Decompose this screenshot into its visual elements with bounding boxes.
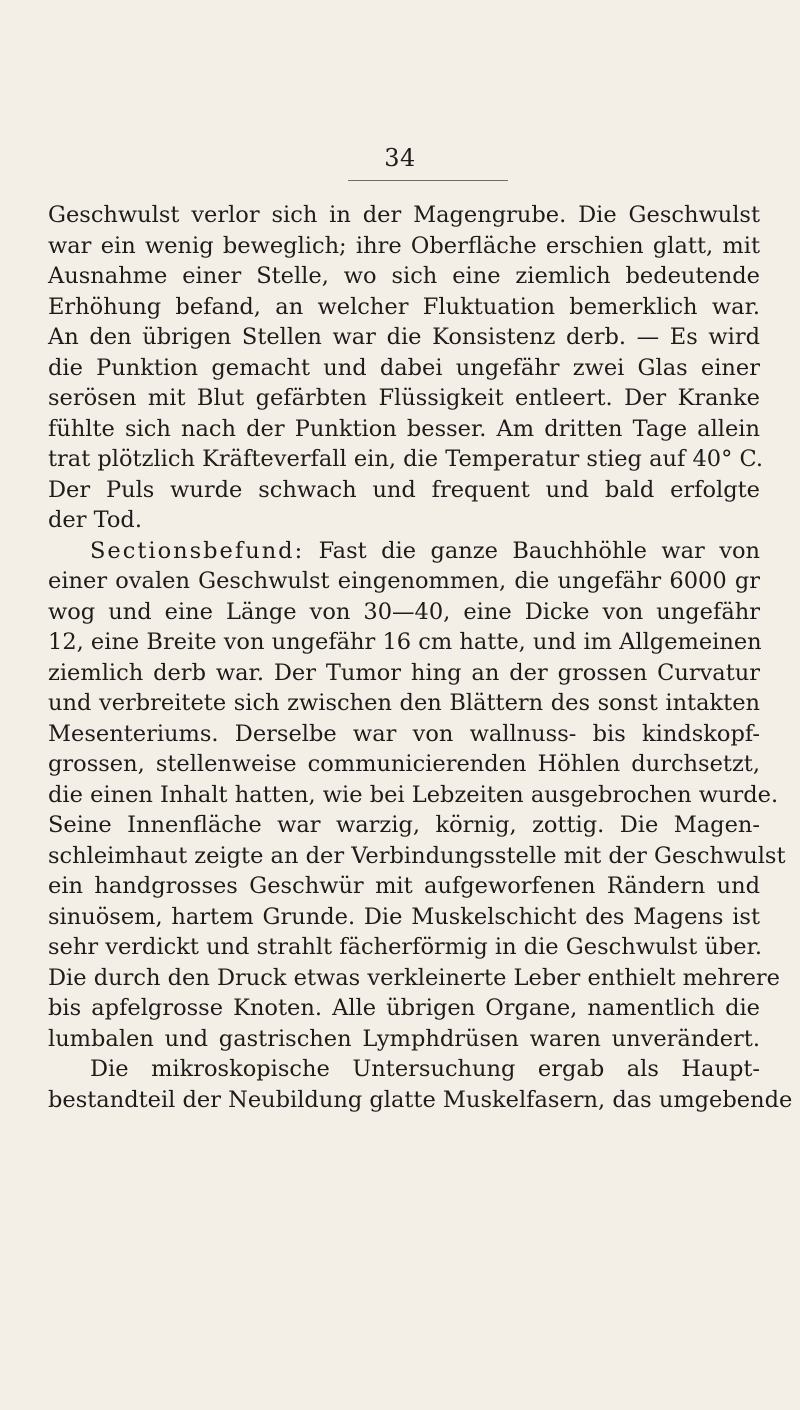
text-line: Der Puls wurde schwach und frequent und bald erfolgte bbox=[48, 476, 760, 503]
page-number-rule bbox=[348, 180, 508, 181]
text-line: grossen, stellenweise communicierenden Höhlen durchsetzt, bbox=[48, 751, 760, 777]
text-line: die einen Inhalt hatten, wie bei Lebzeiten ausgebrochen wurde. bbox=[48, 781, 779, 808]
text-line: trat plötzlich Kräfteverfall ein, die Temperatur stieg auf 40° C. bbox=[48, 446, 764, 472]
text-line: Ausnahme einer Stelle, wo sich eine ziemlich bedeutende bbox=[48, 263, 760, 289]
text-line: wog und eine Länge von 30—40, eine Dicke von ungefähr bbox=[48, 598, 760, 625]
text-line: der Tod. bbox=[48, 507, 142, 533]
text-line: ein handgrosses Geschwür mit aufgeworfenen Rändern und bbox=[48, 873, 760, 899]
text-line: einer ovalen Geschwulst eingenommen, die ungefähr 6000 gr bbox=[48, 568, 760, 594]
text-line: An den übrigen Stellen war die Konsistenz derb. — Es wird bbox=[48, 324, 760, 350]
text-line: ziemlich derb war. Der Tumor hing an der grossen Curvatur bbox=[48, 659, 760, 686]
text-line: Die mikroskopische Untersuchung ergab als Haupt- bbox=[90, 1056, 760, 1082]
text-line: Seine Innenfläche war warzig, körnig, zottig. Die Magen- bbox=[48, 812, 760, 838]
section-heading-continuation: Fast die ganze Bauchhöhle war von bbox=[304, 537, 760, 564]
body-text bbox=[48, 200, 793, 1115]
section-heading-line bbox=[48, 536, 760, 567]
text-line: Mesenteriums. Derselbe war von wallnuss- bis kindskopf- bbox=[48, 720, 760, 747]
text-line: fühlte sich nach der Punktion besser. Am dritten Tage allein bbox=[48, 415, 760, 442]
text-line: Die durch den Druck etwas verkleinerte Leber enthielt mehrere bbox=[48, 964, 780, 991]
text-line: schleimhaut zeigte an der Verbindungsstelle mit der Geschwulst bbox=[48, 842, 786, 869]
text-line: sehr verdickt und strahlt fächerförmig in die Geschwulst über. bbox=[48, 934, 763, 960]
text-line: serösen mit Blut gefärbten Flüssigkeit entleert. Der Kranke bbox=[48, 385, 760, 411]
text-line: Geschwulst verlor sich in der Magengrube. Die Geschwulst bbox=[48, 202, 760, 228]
text-line: die Punktion gemacht und dabei ungefähr zwei Glas einer bbox=[48, 354, 760, 381]
text-line: war ein wenig beweglich; ihre Oberfläche erschien glatt, mit bbox=[48, 232, 760, 259]
text-line: bis apfelgrosse Knoten. Alle übrigen Organe, namentlich die bbox=[48, 995, 760, 1021]
page-number: 34 bbox=[384, 144, 416, 172]
text-line: 12, eine Breite von ungefähr 16 cm hatte, und im Allgemeinen bbox=[48, 629, 762, 655]
text-line: sinuösem, hartem Grunde. Die Muskelschicht des Magens ist bbox=[48, 903, 760, 930]
text-line: Erhöhung befand, an welcher Fluktuation bemerklich war. bbox=[48, 293, 760, 320]
text-line: bestandteil der Neubildung glatte Muskelfasern, das umgebende bbox=[48, 1086, 793, 1113]
text-line: und verbreitete sich zwischen den Blättern des sonst intakten bbox=[48, 690, 760, 716]
section-heading: Sectionsbefund: bbox=[90, 537, 305, 564]
text-line: lumbalen und gastrischen Lymphdrüsen waren unverändert. bbox=[48, 1025, 760, 1052]
